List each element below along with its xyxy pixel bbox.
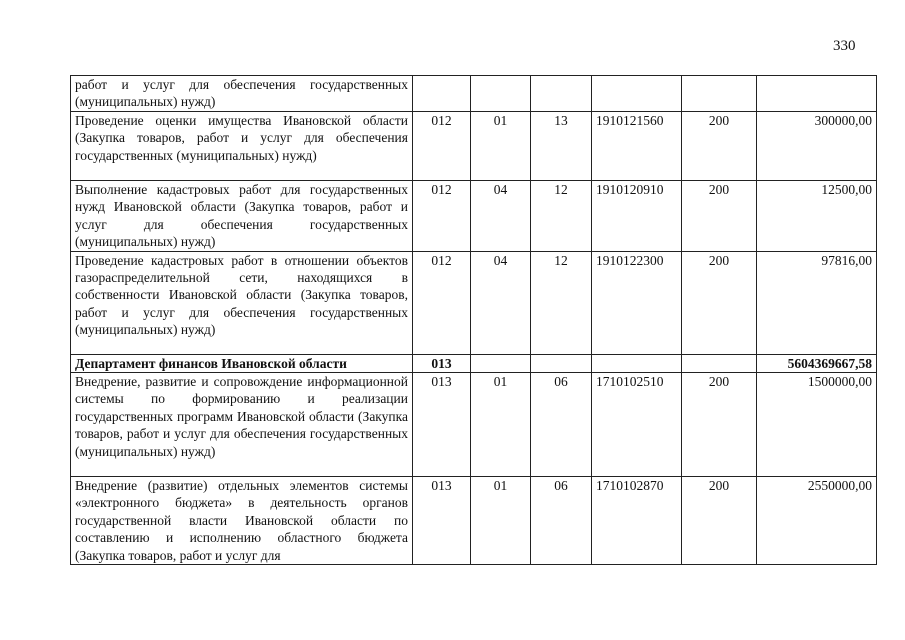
cell-ministry-code: 012 — [413, 181, 471, 252]
cell-subsection-code — [531, 76, 592, 112]
page-number: 330 — [833, 38, 856, 54]
cell-amount: 2550000,00 — [757, 477, 877, 565]
cell-ministry-code: 012 — [413, 251, 471, 354]
cell-ministry-code: 013 — [413, 477, 471, 565]
cell-subsection-code: 06 — [531, 373, 592, 477]
cell-subsection-code: 12 — [531, 181, 592, 252]
cell-amount: 12500,00 — [757, 181, 877, 252]
cell-section-code: 04 — [471, 251, 531, 354]
cell-description: Департамент финансов Ивановской области — [71, 354, 413, 372]
budget-table — [70, 75, 877, 565]
table-row — [71, 181, 877, 252]
cell-description: Внедрение (развитие) отдельных элементов системы «электронного бюджета» в деятельность органов государственной власти Ивановской области по составлению и исполнению областного бюджета (Закупка товаров, работ и услуг для — [71, 477, 413, 565]
cell-expense-type: 200 — [682, 477, 757, 565]
cell-subsection-code — [531, 354, 592, 372]
cell-subsection-code: 06 — [531, 477, 592, 565]
cell-expense-type: 200 — [682, 251, 757, 354]
cell-section-code — [471, 354, 531, 372]
cell-amount: 300000,00 — [757, 112, 877, 181]
cell-section-code — [471, 76, 531, 112]
table-row — [71, 76, 877, 112]
cell-amount: 97816,00 — [757, 251, 877, 354]
cell-section-code: 01 — [471, 373, 531, 477]
table-row — [71, 354, 877, 372]
cell-description: Выполнение кадастровых работ для государственных нужд Ивановской области (Закупка товаров, работ и услуг для обеспечения государственных (муниципальных) нужд) — [71, 181, 413, 252]
cell-target-article: 1710102870 — [592, 477, 682, 565]
cell-expense-type: 200 — [682, 112, 757, 181]
table-row — [71, 373, 877, 477]
cell-subsection-code: 13 — [531, 112, 592, 181]
cell-subsection-code: 12 — [531, 251, 592, 354]
cell-amount — [757, 76, 877, 112]
cell-ministry-code: 013 — [413, 354, 471, 372]
cell-expense-type — [682, 76, 757, 112]
cell-ministry-code: 012 — [413, 112, 471, 181]
table-row — [71, 112, 877, 181]
cell-section-code: 04 — [471, 181, 531, 252]
cell-expense-type: 200 — [682, 181, 757, 252]
cell-expense-type: 200 — [682, 373, 757, 477]
table-body — [71, 76, 877, 565]
cell-section-code: 01 — [471, 112, 531, 181]
cell-description: Проведение кадастровых работ в отношении объектов газораспределительной сети, находящихся в собственности Ивановской области (Закупка товаров, работ и услуг для обеспечения государственных (муниципальных) нужд) — [71, 251, 413, 354]
cell-description: работ и услуг для обеспечения государственных (муниципальных) нужд) — [71, 76, 413, 112]
cell-section-code: 01 — [471, 477, 531, 565]
cell-amount: 1500000,00 — [757, 373, 877, 477]
cell-amount: 5604369667,58 — [757, 354, 877, 372]
cell-target-article: 1910120910 — [592, 181, 682, 252]
table-row — [71, 251, 877, 354]
cell-expense-type — [682, 354, 757, 372]
cell-target-article: 1710102510 — [592, 373, 682, 477]
cell-description: Внедрение, развитие и сопровождение информационной системы по формированию и реализации государственных программ Ивановской области (Закупка товаров, работ и услуг для обеспечения государственных (муниципальных) нужд) — [71, 373, 413, 477]
cell-target-article: 1910122300 — [592, 251, 682, 354]
cell-description: Проведение оценки имущества Ивановской области (Закупка товаров, работ и услуг для обеспечения государственных (муниципальных) нужд) — [71, 112, 413, 181]
cell-target-article — [592, 76, 682, 112]
cell-target-article: 1910121560 — [592, 112, 682, 181]
cell-target-article — [592, 354, 682, 372]
cell-ministry-code — [413, 76, 471, 112]
cell-ministry-code: 013 — [413, 373, 471, 477]
table-row — [71, 477, 877, 565]
